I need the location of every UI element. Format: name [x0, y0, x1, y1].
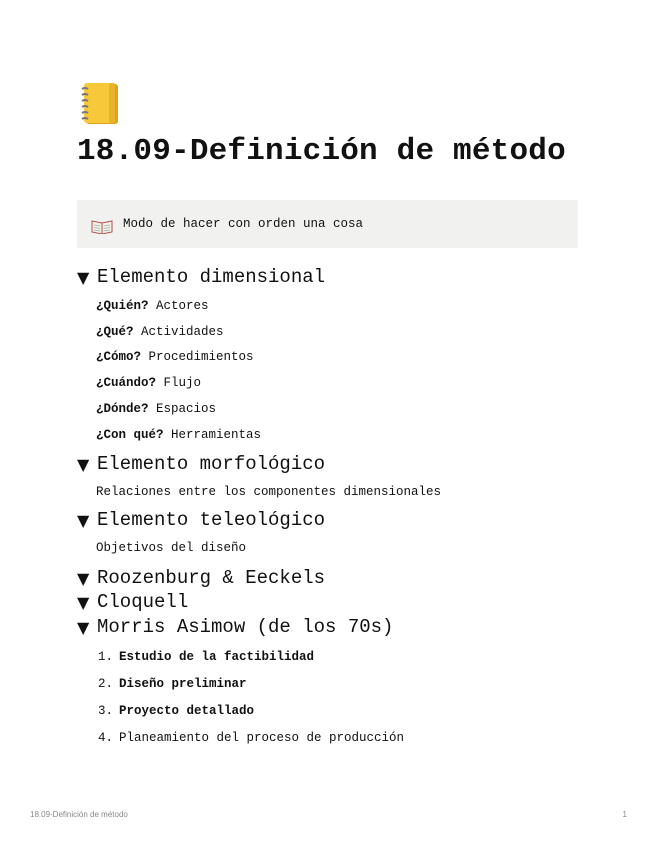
open-book-icon: [91, 218, 113, 234]
toggle-cloquell[interactable]: [77, 591, 188, 613]
footer-page-number: 1: [622, 810, 627, 819]
list-item: [96, 402, 216, 416]
question-label: ¿Cuándo?: [96, 376, 157, 390]
list-item-text: Planeamiento del proceso de producción: [119, 731, 405, 745]
question-label: ¿Qué?: [96, 325, 134, 339]
toggle-roozenburg-eeckels[interactable]: [77, 567, 325, 589]
question-label: ¿Dónde?: [96, 402, 149, 416]
list-number: 3.: [98, 704, 114, 718]
callout: [77, 200, 578, 248]
question-label: ¿Cómo?: [96, 350, 142, 364]
numbered-list-item: [98, 650, 314, 664]
answer-text: Procedimientos: [148, 350, 254, 364]
question-label: ¿Quién?: [96, 299, 149, 313]
triangle-down-icon[interactable]: ▼: [77, 454, 90, 474]
list-item-text: Proyecto detallado: [119, 704, 255, 718]
toggle-heading: Cloquell: [97, 591, 189, 613]
list-number: 1.: [98, 650, 114, 664]
numbered-list-item: [98, 677, 247, 691]
answer-text: Herramientas: [171, 428, 262, 442]
list-item: [96, 299, 209, 313]
list-item-text: Estudio de la factibilidad: [119, 650, 315, 664]
toggle-body-text: Objetivos del diseño: [96, 541, 247, 555]
toggle-heading: Elemento morfológico: [97, 453, 326, 475]
callout-text: Modo de hacer con orden una cosa: [123, 217, 364, 231]
list-item-text: Diseño preliminar: [119, 677, 247, 691]
list-number: 2.: [98, 677, 114, 691]
question-label: ¿Con qué?: [96, 428, 164, 442]
toggle-body-text: Relaciones entre los componentes dimensionales: [96, 485, 442, 499]
numbered-list-item: [98, 731, 404, 745]
toggle-morris-asimow[interactable]: [77, 616, 393, 638]
notebook-icon: [80, 82, 120, 126]
toggle-heading: Elemento dimensional: [97, 266, 326, 288]
page-title: 18.09-Definición de método: [77, 134, 566, 169]
toggle-elemento-dimensional[interactable]: [77, 266, 325, 288]
triangle-down-icon[interactable]: ▼: [77, 617, 90, 637]
numbered-list-item: [98, 704, 254, 718]
list-item: [96, 428, 261, 442]
triangle-down-icon[interactable]: ▼: [77, 510, 90, 530]
toggle-elemento-morfologico[interactable]: [77, 453, 325, 475]
list-item: [96, 350, 254, 364]
list-item: [96, 325, 224, 339]
list-item: [96, 376, 201, 390]
triangle-down-icon[interactable]: ▼: [77, 592, 90, 612]
list-number: 4.: [98, 731, 114, 745]
toggle-heading: Roozenburg & Eeckels: [97, 567, 326, 589]
answer-text: Espacios: [156, 402, 217, 416]
triangle-down-icon[interactable]: ▼: [77, 568, 90, 588]
footer-document-title: 18.09-Definición de método: [30, 810, 128, 819]
answer-text: Actores: [156, 299, 209, 313]
answer-text: Actividades: [141, 325, 224, 339]
toggle-elemento-teleologico[interactable]: [77, 509, 325, 531]
answer-text: Flujo: [163, 376, 202, 390]
toggle-heading: Elemento teleológico: [97, 509, 326, 531]
toggle-heading: Morris Asimow (de los 70s): [97, 616, 394, 638]
triangle-down-icon[interactable]: ▼: [77, 267, 90, 287]
